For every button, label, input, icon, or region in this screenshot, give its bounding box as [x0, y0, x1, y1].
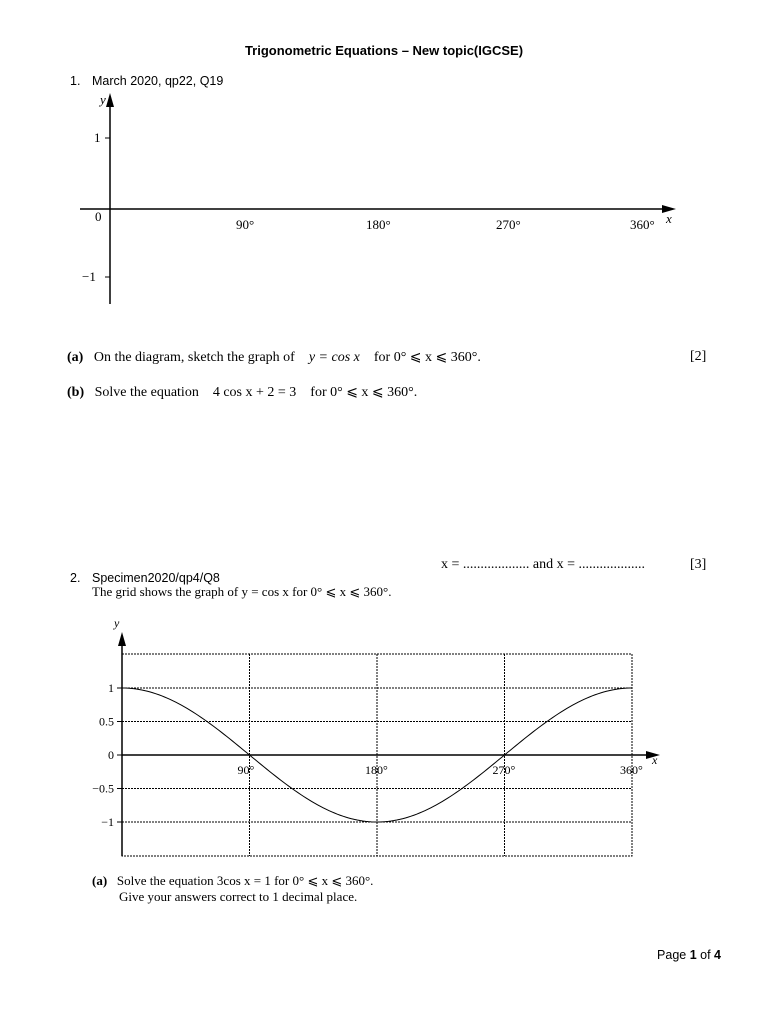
q1-x-label: x — [666, 211, 672, 226]
question-1-header — [70, 74, 223, 88]
q2-y-tick-label: 1 — [108, 681, 114, 695]
q1-y-arrow — [106, 93, 114, 107]
q2-part-a-line1: Solve the equation 3cos x = 1 for 0° ⩽ x ⩽ 360°. — [116, 873, 374, 888]
q2-x-tick-label: 90° — [237, 763, 255, 777]
footer-prefix: Page — [657, 948, 690, 962]
q2-x-tick-label: 270° — [492, 763, 516, 777]
q1-axes-diagram — [70, 88, 690, 313]
part-a-text: On the diagram, sketch the graph of — [93, 350, 295, 365]
q2-intro: The grid shows the graph of y = cos x for 0° ⩽ x ⩽ 360°. — [92, 584, 392, 599]
page-footer — [657, 948, 721, 962]
question-number: 1. — [70, 74, 81, 88]
q1-part-a-marks: [2] — [690, 349, 707, 364]
q2-y-tick-label: 0.5 — [99, 714, 114, 729]
q2-y-arrow — [118, 632, 126, 646]
part-label: (b) — [67, 385, 85, 400]
q2-x-label: x — [652, 753, 658, 767]
part-label: (a) — [67, 350, 84, 365]
q2-y-tick-label: −1 — [101, 815, 114, 829]
q1-x-tick-label-270: 270° — [496, 217, 521, 232]
question-2-header — [70, 571, 220, 585]
question-source: March 2020, qp22, Q19 — [92, 74, 224, 88]
q1-part-a — [67, 349, 481, 366]
q1-y-label: y — [100, 92, 106, 107]
q1-x-tick-label-360: 360° — [630, 217, 655, 232]
q1-y-tick-label-0: 0 — [95, 209, 102, 224]
part-b-text: Solve the equation — [94, 385, 199, 400]
q2-y-label: y — [114, 616, 120, 630]
footer-total: 4 — [714, 948, 721, 962]
q2-x-tick-label: 360° — [620, 763, 643, 777]
page-title: Trigonometric Equations – New topic(IGCSE) — [244, 43, 524, 58]
q1-x-tick-label-180: 180° — [366, 217, 391, 232]
q2-x-ticks — [238, 763, 644, 777]
question-source: Specimen2020/qp4/Q8 — [92, 571, 220, 585]
q1-answer-line: x = ................... and x = ................... — [441, 557, 646, 572]
q1-part-b — [67, 384, 417, 401]
q2-y-tick-label: −0.5 — [92, 781, 114, 796]
q2-x-tick-label: 180° — [365, 763, 388, 777]
q1-y-tick-label-minus1: −1 — [82, 269, 96, 284]
q2-cosine-chart — [70, 612, 680, 862]
q2-part-a — [92, 873, 373, 905]
q1-y-tick-label-1: 1 — [94, 130, 101, 145]
part-a-equation: y = cos x — [308, 350, 360, 365]
part-b-equation: 4 cos x + 2 = 3 — [212, 385, 297, 400]
q2-y-tick-label: 0 — [108, 748, 114, 762]
q2-y-ticks — [92, 681, 122, 829]
footer-page: 1 — [689, 948, 697, 962]
q1-answer-marks: [3] — [690, 557, 707, 572]
footer-middle: of — [696, 948, 715, 962]
q1-x-tick-label-90: 90° — [236, 217, 255, 232]
question-number: 2. — [70, 571, 81, 585]
part-label: (a) — [92, 873, 108, 888]
part-b-range: for 0° ⩽ x ⩽ 360°. — [310, 385, 418, 400]
part-a-range: for 0° ⩽ x ⩽ 360°. — [373, 350, 481, 365]
q2-part-a-line2: Give your answers correct to 1 decimal place. — [119, 889, 358, 904]
